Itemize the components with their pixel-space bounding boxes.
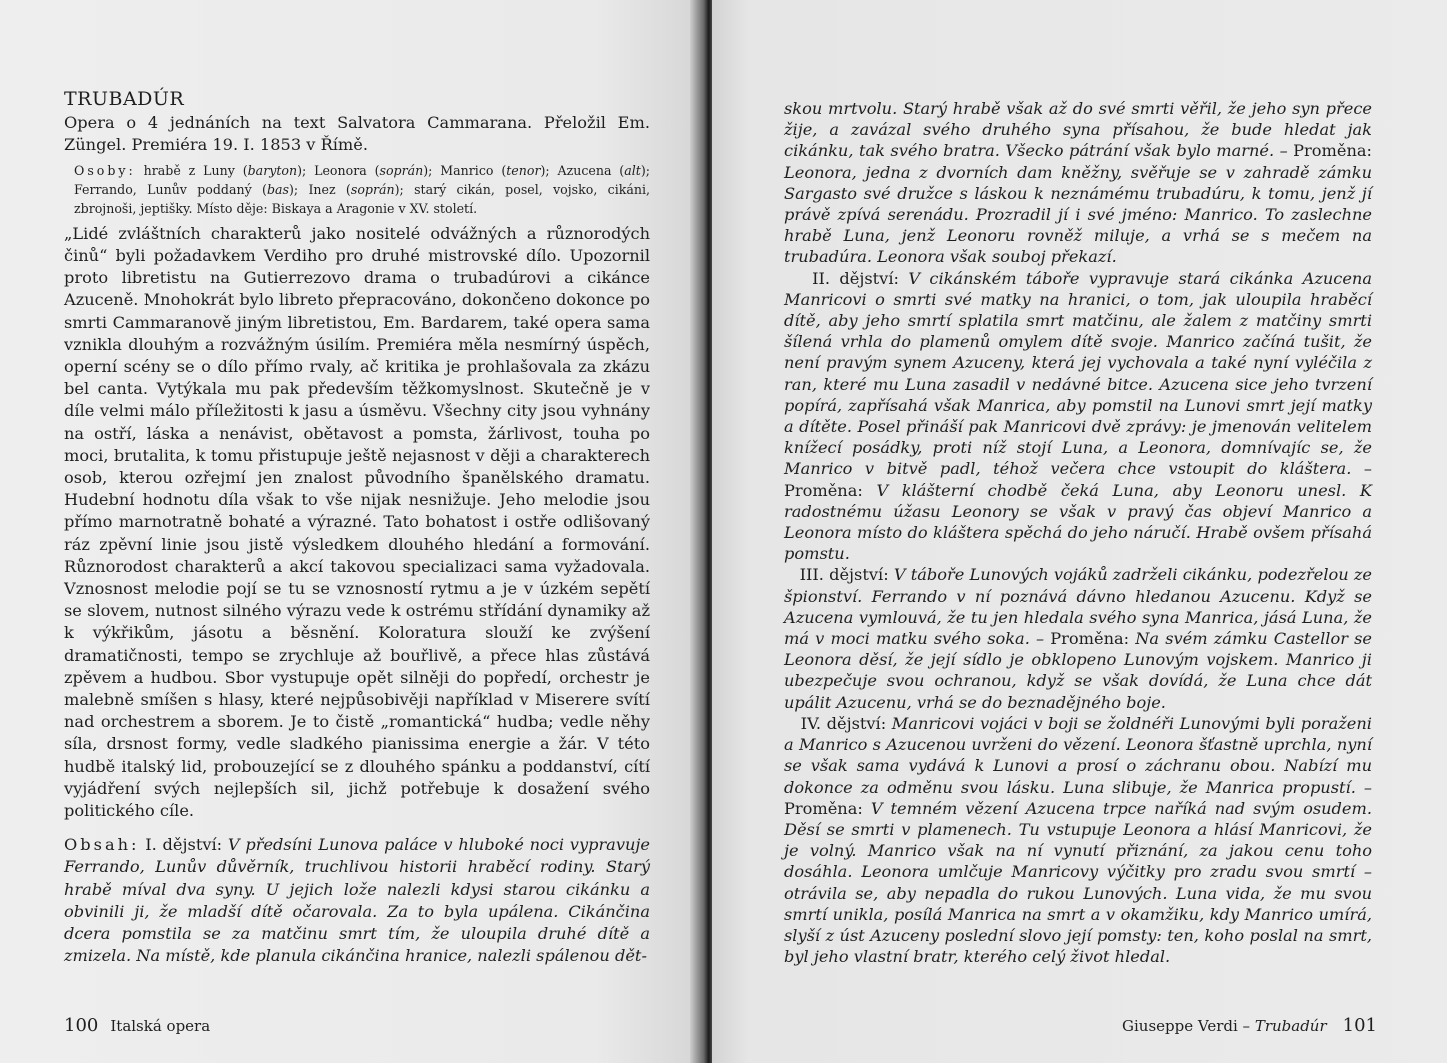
act-one-continued — [784, 98, 1372, 268]
synopsis-paragraph — [64, 834, 650, 967]
left-page-footer — [64, 1015, 210, 1036]
page-number: 101 — [1342, 1015, 1377, 1036]
cast-label: Osoby: — [74, 163, 136, 179]
right-page-content — [784, 98, 1372, 967]
right-page — [712, 0, 1447, 1063]
act-label: I. dějství: — [139, 835, 228, 855]
act-label: III. dějství: — [799, 565, 894, 585]
synopsis-text: V cikánském táboře vypravuje stará cikánka Azucena Manricovi o smrti své matky na hranici, o tom, jak uloupila hraběcí dítě, aby jeho smrtí splatila smrt matčinu, ale žalem z matčiny smrti šílená vrhla do plamenů omylem dítě svoje. Manrico začíná tušit, že není pravým synem Azuceny, která jej vychovala a také nyní vyléčila z ran, které mu Luna zasadil v nedávné bitce. Azucena sice jeho tvrzení popírá, zapřísahá však Manrica, aby pomstil na Lunovi smrt její matky a dítěte. Posel přináší pak Manricovi dvě zprávy: je jmenován velitelem knížecí posádky, proti níž stojí Luna, a Leonora, domnívajíc se, že Manrico v bitvě padl, téhož večera chce vstoupit do kláštera. – — [784, 268, 1372, 479]
act-two — [784, 268, 1372, 565]
voice-type: soprán — [350, 182, 395, 198]
cast-text: ); Leonora ( — [297, 163, 380, 179]
page-number: 100 — [64, 1015, 99, 1036]
synopsis-text: V předsíni Lunova paláce v hluboké noci vypravuje Ferrando, Lunův důvěrník, truchlivou historii hraběcí rodiny. Starý hrabě míval dva syny. U jejich lože nalezli kdysi starou cikánku a obvinili ji, že mladší dítě očarovala. Za to byla upálena. Cikánčina dcera pomstila se za matčinu smrt tím, že uloupila druhé dítě a zmizela. Na místě, kde planula cikánčina hranice, nalezli spálenou dět- — [64, 835, 651, 966]
cast-text: ); Inez ( — [289, 182, 351, 198]
spacer — [64, 822, 650, 834]
essay-paragraph: „Lidé zvláštních charakterů jako nositelé odvážných a různorodých činů“ byli požadavkem Verdiho pro druhé mistrovské dílo. Upozornil proto libretistu na Gutierrezovo drama o trubadúrovi a cikánce Azuceně. Mnohokrát bylo libreto přepracováno, dokončeno dokonce po smrti Cammaranově jiným libretistou, Em. Bardarem, také opera sama vznikla dlouhým a rozvážným úsilím. Premiéra měla nesmírný úspěch, operní scény se o dílo přímo rvaly, ač kritika je prohlašovala za zkázu bel canta. Vytýkala mu pak především těžkomyslnost. Skutečně je v díle velmi málo příležitosti k jasu a úsměvu. Všechny city jsou vyhnány na ostří, láska a nenávist, obětavost a pomsta, žárlivost, touha po moci, brutalita, k tomu přistupuje ještě nejasnost v ději a charakterech osob, kterou ozřejmí jen znalost původního španělského dramatu. Hudební hodnotu díla však to vše nijak nesnižuje. Jeho melodie jsou přímo marnotratně bohaté a výrazné. Tato bohatost i ostře odlišovaný ráz zpěvní linie jsou jistě výsledkem dlouhého hledání a formování. Různorodost charakterů a akcí takovou specializaci sama vyžadovala. Vznosnost melodie pojí se tu se vznosností rytmu a je v úzkém sepětí se slovem, nutnost silného výrazu vede k ostrému střídání dynamiky až k výkřikům, jásotu a běsnění. Koloratura slouží ke zvýšení dramatičnosti, tempo se zrychluje až bouřlivě, a přece hlas zůstává zpěvem a hudbou. Sbor vystupuje opět silněji do popředí, orchestr je malebně smíšen s hlasy, které nejpůsobivěji například v Miserere svítí nad orchestrem a sborem. Je to čistě „romantická“ hudba; vedle něhy síla, drsnost formy, vedle sladkého pianissima energie a žár. V této hudbě italský lid, probouzející se z dlouhého spánku a poddanství, cítí vyjádření svých nejlepších sil, jichž potřebuje k dosažení svého politického cíle. — [64, 223, 650, 821]
left-page — [0, 0, 700, 1063]
act-label: IV. dějství: — [800, 713, 892, 733]
synopsis-text: Leonora, jedna z dvorních dam kněžny, svěřuje se v zahradě zámku Sargasto své družce s láskou k neznámému trubadúru, k tomu, jenž jí právě zpívá serenádu. Prozradil jí i své jméno: Manrico. To zaslechne hrabě Luna, jenž Leonoru rovněž miluje, a vrhá se s mečem na trubadúra. Leonora však souboj překazí. — [784, 162, 1372, 267]
act-four — [784, 713, 1372, 967]
right-page-footer — [1122, 1015, 1377, 1036]
synopsis-text: skou mrtvolu. Starý hrabě však až do své smrti věřil, že jeho syn přece žije, a zavázal svého druhého syna přísahou, že bude hledat jak cikánku, tak svého bratra. Všecko pátrání však bylo marné. – — [784, 99, 1372, 161]
scene-change-label: Proměna: — [784, 798, 871, 818]
cast-text: ); Ferrando, Lunův poddaný ( — [74, 163, 650, 198]
voice-type: bas — [266, 182, 289, 198]
voice-type: alt — [624, 163, 641, 179]
synopsis-text: V táboře Lunových vojáků zadrželi cikánku, podezřelou ze špionství. Ferrando v ní poznává dávno hledanou Azucenu. Když se Azucena vymlouvá, že tu jen hledala svého syna Manrica, jásá Luna, že má v moci matku svého soka. – — [784, 565, 1372, 649]
synopsis-text: V temném vězení Azucena trpce naříká nad svým osudem. Děsí se smrti v plamenech. Tu vstupuje Leonora a hlásí Manricovi, že je volný. Manrico však na ní vynutí přiznání, za jakou cenu toho dosáhla. Leonora umlčuje Manricovy výčitky pro zradu svou smrtí – otrávila se, aby nepadla do rukou Lunových. Luna vida, že mu svou smrtí unikla, posílá Manrica na smrt a v okamžiku, kdy Manrico umírá, slyší z úst Azuceny poslední slovo její pomsty: ten, koho poslal na smrt, byl jeho vlastní bratr, kterého celý život hledal. — [784, 798, 1372, 967]
running-head: Italská opera — [110, 1017, 211, 1035]
act-label: II. dějství: — [812, 268, 909, 288]
running-head-author: Giuseppe Verdi – — [1122, 1017, 1255, 1035]
scene-change-label: Proměna: — [1293, 141, 1372, 161]
voice-type: soprán — [379, 163, 424, 179]
cast-text: ); Manrico ( — [423, 163, 507, 179]
voice-type: tenor — [506, 163, 541, 179]
synopsis-text: Na svém zámku Castellor se Leonora děsí, že její sídlo je obklopeno Lunovým vojskem. Manrico ji ubezpečuje svou ochranou, když se však dovídá, že Luna chce dát upálit Azucenu, vrhá se do beznadějného boje. — [784, 629, 1372, 712]
left-page-content — [64, 88, 650, 968]
cast-text: ); Azucena ( — [540, 163, 625, 179]
voice-type: baryton — [247, 163, 298, 179]
opera-intro: Opera o 4 jednáních na text Salvatora Cammarana. Přeložil Em. Züngel. Premiéra 19. I. 1853 v Římě. — [64, 113, 650, 155]
synopsis-text: V klášterní chodbě čeká Luna, aby Leonoru unesl. K radostnému úžasu Leonory se však v pravý čas objeví Manrico a Leonora místo do kláštera spěchá do jeho náručí. Hrabě ovšem přísahá pomstu. — [784, 480, 1372, 564]
cast-text: hrabě z Luny ( — [135, 163, 248, 179]
scene-change-label: Proměna: — [784, 480, 877, 500]
act-three — [784, 564, 1372, 712]
running-head-title: Trubadúr — [1254, 1017, 1327, 1035]
opera-title: TRUBADÚR — [64, 88, 185, 110]
cast-list — [64, 162, 650, 218]
synopsis-text: Manricovi vojáci v boji se žoldnéři Lunovými byli poraženi a Manrico s Azucenou uvrženi do vězení. Leonora šťastně uprchla, nyní se však sama vydává k Lunovi a prosí o záchranu obou. Nabízí mu dokonce za odměnu svou lásku. Luna slibuje, že Manrica propustí. – — [784, 713, 1372, 797]
synopsis-label: Obsah: — [64, 835, 140, 855]
scene-change-label: Proměna: — [1050, 629, 1136, 649]
cast-text: ); starý cikán, posel, vojsko, cikáni, zbrojnoši, jeptišky. Místo děje: Biskaya a Aragonie v XV. století. — [74, 182, 651, 216]
